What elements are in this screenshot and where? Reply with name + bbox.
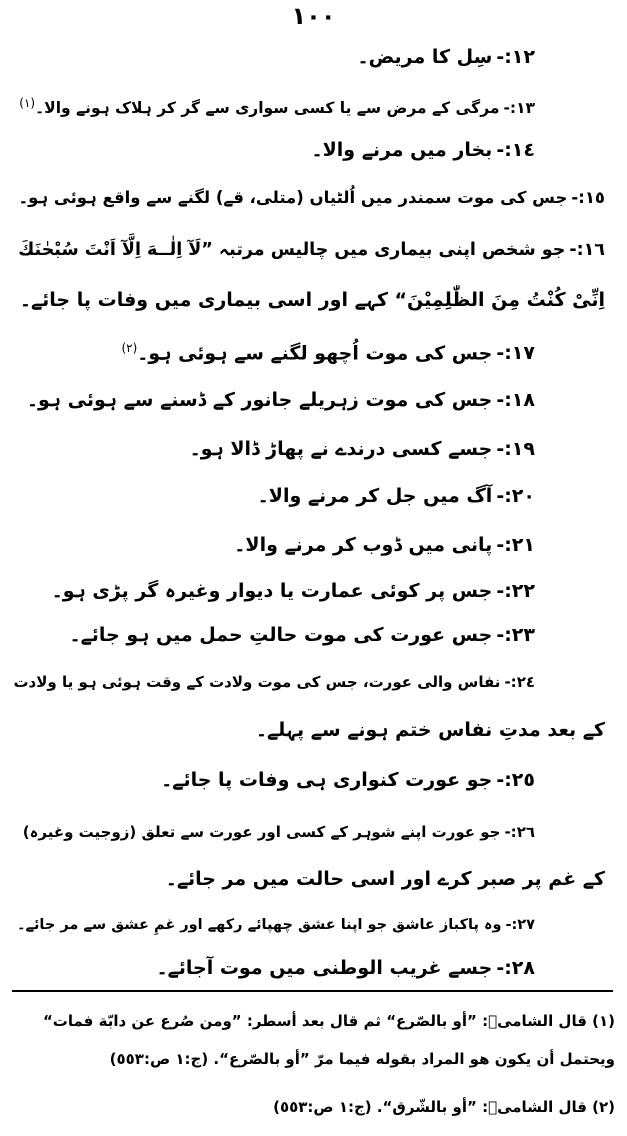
footnote-divider [12, 990, 613, 992]
item-text: جو شخص اپنی بیماری میں چالیس مرتبہ ”لَآ اِلٰــهَ اِلَّآ اَنْتَ سُبْحٰنَكَ [18, 240, 566, 260]
item-number: ٢١:- [496, 534, 535, 556]
item-text: جسے کسی درندے نے پھاڑ ڈالا ہو۔ [189, 438, 493, 460]
item-number: ١٧:- [496, 342, 535, 365]
list-item [12, 765, 535, 795]
footnote-line: (١) قال الشامیؒ: ”أو بالصّرع“ ثم قال بعد أسطر: ”ومن صُرع عن دابّة فمات“ [42, 1012, 615, 1030]
list-item [12, 88, 535, 123]
item-text: جو عورت کنواری ہی وفات پا جائے۔ [161, 769, 493, 791]
list-item [12, 481, 535, 511]
item-continuation: اِنِّیْ کُنْتُ مِنَ الظّٰلِمِیْنَ“ کہے اور اسی بیماری میں وفات پا جائے۔ [19, 289, 605, 311]
item-text: جسے غریب الوطنی میں موت آجائے۔ [156, 957, 493, 979]
list-item [12, 42, 535, 72]
item-number: ٢٥:- [496, 769, 535, 791]
footnote-marker: (٢) [121, 341, 138, 355]
page-number: ١٠٠ [291, 2, 336, 30]
item-text: جس عورت کی موت حالتِ حمل میں ہو جائے۔ [69, 624, 493, 646]
list-item [12, 235, 605, 265]
item-text: نفاس والی عورت، جس کی موت ولادت کے وقت ہوئی ہو یا ولادت [13, 673, 501, 691]
list-item [12, 667, 535, 697]
footnote-line: (٢) قال الشامیؒ: ”أو بالشّرق“. (ج:١ ص:٥٥٣) [273, 1098, 615, 1116]
footnote-line: ویحتمل أن یکون هو المراد بقوله فیما مرّ ”أو بالصّرع“. (ج:١ ص:٥٥٣) [109, 1050, 615, 1068]
item-text: جس کی موت سمندر میں اُلٹیاں (متلی، قے) لگنے سے واقع ہوئی ہو۔ [18, 188, 568, 207]
list-item [12, 953, 535, 983]
item-number: ٢٢:- [496, 580, 535, 602]
item-text: جس کی موت زہریلے جانور کے ڈسنے سے ہوئی ہو۔ [26, 389, 493, 411]
list-item [12, 910, 535, 940]
list-item [12, 817, 535, 847]
item-text: جس پر کوئی عمارت یا دیوار وغیرہ گر پڑی ہو۔ [51, 580, 493, 602]
item-number: ٢٤:- [504, 673, 535, 691]
item-continuation: کے بعد مدتِ نفاس ختم ہونے سے پہلے۔ [255, 719, 605, 741]
item-number: ٢٦:- [504, 823, 535, 841]
list-item [12, 620, 535, 650]
item-text: سِل کا مریض۔ [357, 46, 493, 68]
list-item [12, 576, 535, 606]
item-text: جو عورت اپنے شوہر کے کسی اور عورت سے تعلق (زوجیت وغیرہ) [22, 823, 501, 841]
list-item [12, 385, 535, 415]
list-item [12, 530, 535, 560]
item-number: ١٦:- [569, 240, 605, 260]
item-number: ١٨:- [496, 389, 535, 411]
item-number: ٢٣:- [496, 624, 535, 646]
item-number: ٢٨:- [496, 957, 535, 979]
item-number: ١٥:- [571, 188, 605, 207]
item-number: ١٤:- [496, 139, 535, 161]
item-number: ١٩:- [496, 438, 535, 460]
list-item [12, 135, 535, 165]
item-text: آگ میں جل کر مرنے والا۔ [257, 485, 493, 507]
item-text: وہ پاکباز عاشق جو اپنا عشق چھپائے رکھے اور غمِ عشق سے مر جائے۔ [16, 917, 502, 933]
item-number: ٢٧:- [505, 917, 535, 933]
list-item [12, 434, 535, 464]
item-text: پانی میں ڈوب کر مرنے والا۔ [234, 534, 493, 556]
list-item [12, 183, 605, 213]
item-text: بخار میں مرنے والا۔ [311, 139, 493, 161]
list-item [12, 333, 535, 368]
item-number: ٢٠:- [496, 485, 535, 507]
item-continuation: کے غم پر صبر کرے اور اسی حالت میں مر جائے۔ [165, 868, 605, 890]
item-number: ١٢:- [496, 46, 535, 68]
item-number: ١٣:- [503, 99, 535, 118]
footnote-marker: (١) [19, 96, 36, 110]
item-text: جس کی موت اُچھو لگنے سے ہوئی ہو۔ [137, 342, 493, 365]
item-text: مرگی کے مرض سے یا کسی سواری سے گر کر ہلاک ہونے والا۔ [35, 99, 500, 118]
